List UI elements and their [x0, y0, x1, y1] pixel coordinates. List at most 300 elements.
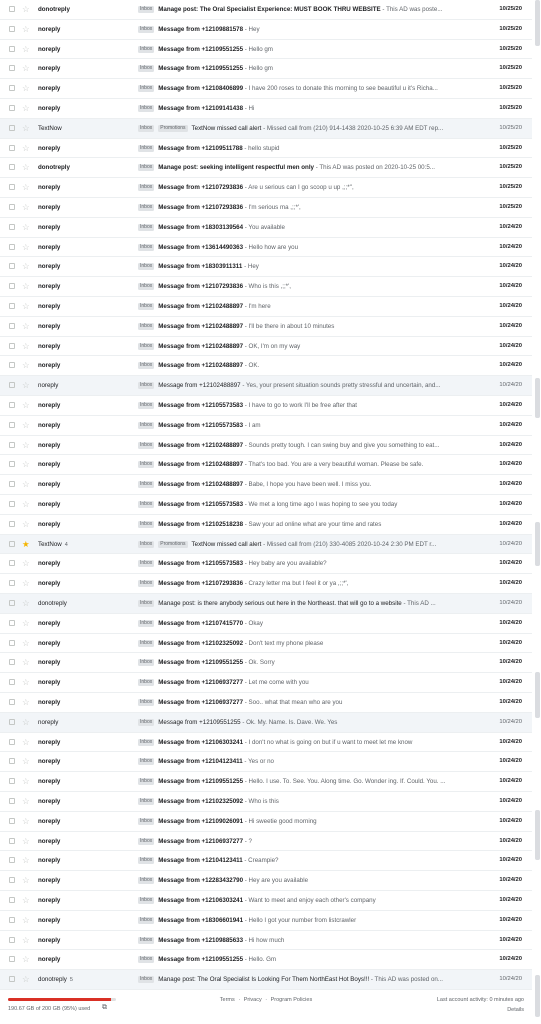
email-row[interactable]: [0, 99, 532, 119]
select-checkbox[interactable]: [9, 6, 15, 12]
email-snippet: - I have to go to work I'll be free after that: [243, 402, 358, 409]
select-checkbox[interactable]: [9, 818, 15, 824]
sender-name: [38, 297, 130, 316]
email-row[interactable]: [0, 832, 532, 852]
message-summary: [138, 59, 478, 78]
star-icon[interactable]: ☆: [22, 162, 30, 173]
sender-label: noreply: [38, 639, 61, 647]
email-row[interactable]: [0, 772, 532, 792]
inbox-label[interactable]: Inbox: [140, 204, 153, 210]
email-row[interactable]: [0, 495, 532, 515]
select-checkbox[interactable]: [9, 917, 15, 923]
email-row[interactable]: [0, 376, 532, 396]
email-date: 10/24/20: [499, 659, 522, 666]
sender-label: noreply: [38, 362, 61, 370]
inbox-label[interactable]: Inbox: [140, 679, 153, 686]
inbox-label[interactable]: Inbox: [140, 25, 153, 32]
message-summary: [138, 515, 478, 534]
inbox-label[interactable]: Inbox: [140, 619, 153, 626]
inbox-label[interactable]: Inbox: [140, 184, 153, 191]
footer: [0, 992, 532, 1024]
star-icon[interactable]: ☆: [22, 479, 30, 490]
email-row[interactable]: [0, 634, 532, 654]
star-icon[interactable]: ☆: [22, 142, 30, 153]
email-subject: Message from +13614490363: [158, 243, 244, 251]
email-row[interactable]: [0, 851, 532, 871]
email-subject: Message from +12106303241: [158, 738, 244, 746]
email-subject: Message from +12102518238: [158, 520, 244, 528]
email-subject: Message from +12106937277: [158, 679, 244, 687]
star-icon[interactable]: ☆: [22, 518, 30, 529]
select-checkbox[interactable]: [9, 620, 15, 626]
select-checkbox[interactable]: [9, 501, 15, 507]
star-icon[interactable]: ☆: [22, 756, 30, 767]
star-icon[interactable]: ☆: [22, 617, 30, 628]
email-snippet: - Hey are you available: [243, 877, 309, 885]
inbox-label[interactable]: Inbox: [140, 105, 153, 111]
email-date: 10/24/20: [499, 857, 522, 864]
star-icon[interactable]: ☆: [22, 499, 30, 509]
email-date: 10/24/20: [499, 936, 522, 943]
sender-name: [38, 99, 130, 118]
privacy-link[interactable]: Privacy: [243, 997, 262, 1003]
select-checkbox[interactable]: [9, 204, 15, 210]
email-subject: Message from +12109881578: [158, 25, 244, 33]
star-icon[interactable]: ☆: [22, 697, 30, 707]
select-checkbox[interactable]: [9, 541, 15, 547]
email-snippet: - Hi: [243, 105, 255, 112]
email-row[interactable]: [0, 653, 532, 673]
inbox-label[interactable]: Inbox: [140, 956, 153, 963]
email-snippet: - Missed call from (210) 330-4085 2020-10-24 2:30 PM EDT r...: [261, 540, 437, 548]
select-checkbox[interactable]: [9, 600, 15, 606]
select-checkbox[interactable]: [9, 976, 15, 982]
email-row[interactable]: [0, 693, 532, 713]
star-icon[interactable]: ☆: [22, 934, 30, 945]
inbox-label[interactable]: Inbox: [140, 124, 153, 131]
star-icon[interactable]: ☆: [22, 340, 30, 351]
star-icon[interactable]: ☆: [22, 598, 30, 608]
star-icon[interactable]: ☆: [22, 320, 30, 331]
message-summary: [138, 218, 478, 237]
star-icon[interactable]: ☆: [22, 875, 30, 886]
star-icon[interactable]: ☆: [22, 103, 30, 113]
separator: ·: [238, 997, 241, 1003]
inbox-label[interactable]: Inbox: [140, 778, 153, 785]
email-row[interactable]: [0, 257, 532, 277]
program-policies-link[interactable]: Program Policies: [270, 997, 313, 1003]
star-icon[interactable]: ☆: [22, 202, 30, 212]
inbox-label[interactable]: Inbox: [140, 342, 153, 349]
star-icon[interactable]: ☆: [22, 637, 30, 648]
sender-name: [38, 574, 130, 593]
sender-name: [38, 198, 130, 217]
inbox-label[interactable]: Inbox: [140, 263, 153, 270]
select-checkbox[interactable]: [9, 362, 15, 368]
inbox-label[interactable]: Inbox: [140, 600, 153, 606]
email-date: 10/25/20: [499, 45, 522, 52]
select-checkbox[interactable]: [9, 244, 15, 250]
email-row[interactable]: [0, 594, 532, 614]
select-checkbox[interactable]: [9, 739, 15, 745]
email-snippet: - I'm serious ma ,;;*',: [243, 204, 301, 211]
select-checkbox[interactable]: [9, 125, 15, 131]
star-icon[interactable]: ☆: [22, 43, 30, 54]
email-row[interactable]: [0, 713, 532, 733]
inbox-label[interactable]: Inbox: [140, 758, 153, 765]
email-row[interactable]: [0, 515, 532, 535]
message-summary: [138, 931, 478, 950]
star-icon[interactable]: ☆: [22, 815, 30, 826]
terms-link[interactable]: Terms: [219, 997, 235, 1003]
email-row[interactable]: [0, 119, 532, 139]
star-icon[interactable]: ☆: [22, 716, 30, 727]
email-row[interactable]: [0, 812, 532, 832]
message-summary: [138, 851, 478, 870]
email-subject: Message from +12107293836: [158, 580, 244, 588]
email-row[interactable]: [0, 436, 532, 456]
star-icon[interactable]: ☆: [22, 657, 30, 668]
select-checkbox[interactable]: [9, 758, 15, 764]
email-snippet: - This AD was posted on...: [369, 976, 443, 984]
star-icon[interactable]: ☆: [22, 459, 30, 470]
sender-name: [38, 277, 130, 296]
star-icon[interactable]: ☆: [22, 855, 30, 866]
message-summary: [138, 950, 478, 969]
inbox-label[interactable]: Inbox: [140, 461, 153, 468]
sender-label: noreply: [38, 738, 61, 746]
inbox-label[interactable]: Inbox: [140, 936, 153, 943]
scrollbar-marker: [535, 522, 540, 566]
star-icon[interactable]: ☆: [22, 241, 30, 252]
select-checkbox[interactable]: [9, 224, 15, 230]
email-row[interactable]: [0, 40, 532, 60]
star-icon[interactable]: ☆: [22, 380, 30, 391]
select-checkbox[interactable]: [9, 184, 15, 190]
star-icon[interactable]: ☆: [22, 301, 30, 311]
sender-label: noreply: [38, 501, 61, 508]
inbox-label[interactable]: Inbox: [140, 897, 153, 903]
star-icon[interactable]: ☆: [22, 23, 30, 34]
email-subject: Message from +12105573583: [158, 501, 244, 508]
email-row[interactable]: [0, 356, 532, 376]
inbox-label[interactable]: Inbox: [140, 837, 153, 844]
email-date: 10/24/20: [499, 501, 522, 507]
inbox-label[interactable]: Inbox: [140, 916, 153, 923]
star-icon[interactable]: ☆: [22, 914, 30, 925]
inbox-label[interactable]: Inbox: [140, 144, 153, 151]
star-icon[interactable]: ☆: [22, 360, 30, 371]
email-row[interactable]: [0, 178, 532, 198]
star-icon[interactable]: ☆: [22, 974, 30, 985]
sender-label: noreply: [38, 817, 61, 825]
star-icon[interactable]: ☆: [22, 776, 30, 787]
star-icon[interactable]: ☆: [22, 895, 30, 905]
select-checkbox[interactable]: [9, 798, 15, 804]
sender-name: [38, 495, 130, 514]
select-checkbox[interactable]: [9, 164, 15, 170]
message-summary: [138, 376, 478, 395]
select-checkbox[interactable]: [9, 65, 15, 71]
email-row[interactable]: [0, 614, 532, 634]
email-row[interactable]: [0, 455, 532, 475]
inbox-label[interactable]: Inbox: [140, 421, 153, 428]
email-subject: Message from +12109885633: [158, 936, 244, 944]
star-icon[interactable]: ☆: [22, 419, 30, 430]
star-icon[interactable]: ☆: [22, 835, 30, 846]
select-checkbox[interactable]: [9, 640, 15, 646]
select-checkbox[interactable]: [9, 303, 15, 309]
email-snippet: - Hello gm: [243, 45, 273, 53]
sender-label: noreply: [38, 204, 61, 211]
select-checkbox[interactable]: [9, 877, 15, 883]
message-summary: [138, 970, 478, 989]
inbox-label[interactable]: Inbox: [140, 303, 153, 309]
select-checkbox[interactable]: [9, 283, 15, 289]
star-icon[interactable]: ☆: [22, 400, 30, 410]
promotions-label[interactable]: Promotions: [160, 540, 186, 547]
email-row[interactable]: [0, 891, 532, 911]
message-summary: [138, 594, 478, 613]
select-checkbox[interactable]: [9, 560, 15, 566]
select-checkbox[interactable]: [9, 897, 15, 903]
email-date: 10/24/20: [499, 243, 522, 250]
select-checkbox[interactable]: [9, 105, 15, 111]
inbox-label[interactable]: Inbox: [140, 639, 153, 646]
star-icon[interactable]: ☆: [22, 261, 30, 272]
select-checkbox[interactable]: [9, 382, 15, 388]
sender-name: [38, 614, 130, 633]
email-row[interactable]: [0, 733, 532, 753]
email-row[interactable]: [0, 535, 532, 555]
star-icon[interactable]: ☆: [22, 182, 30, 193]
inbox-label[interactable]: Inbox: [140, 164, 153, 171]
scrollbar[interactable]: [532, 0, 541, 1024]
inbox-label[interactable]: Inbox: [140, 857, 153, 864]
select-checkbox[interactable]: [9, 26, 15, 32]
sender-label: noreply: [38, 263, 61, 271]
details-link[interactable]: Details: [507, 1007, 524, 1013]
email-snippet: - Saw your ad online what are your time and rates: [243, 520, 382, 528]
inbox-label[interactable]: Inbox: [140, 877, 153, 884]
email-row[interactable]: [0, 158, 532, 178]
scrollbar-thumb[interactable]: [535, 0, 540, 46]
email-row[interactable]: [0, 792, 532, 812]
select-checkbox[interactable]: [9, 580, 15, 586]
email-row[interactable]: [0, 20, 532, 40]
email-subject: Message from +18306601941: [158, 916, 244, 924]
email-subject: Message from +18303139564: [158, 223, 244, 231]
inbox-label[interactable]: Inbox: [140, 45, 153, 52]
select-checkbox[interactable]: [9, 442, 15, 448]
select-checkbox[interactable]: [9, 838, 15, 844]
sender-label: noreply: [38, 619, 61, 627]
inbox-label[interactable]: Inbox: [140, 441, 153, 448]
star-icon[interactable]: ☆: [22, 578, 30, 589]
inbox-label[interactable]: Inbox: [140, 798, 153, 804]
star-icon[interactable]: ☆: [22, 677, 30, 688]
email-date: 10/24/20: [499, 322, 522, 329]
select-checkbox[interactable]: [9, 422, 15, 428]
sender-name: [38, 535, 130, 555]
email-row[interactable]: [0, 931, 532, 951]
inbox-label[interactable]: Inbox: [140, 283, 153, 290]
select-checkbox[interactable]: [9, 659, 15, 665]
inbox-label[interactable]: Inbox: [140, 540, 153, 547]
email-row[interactable]: [0, 475, 532, 495]
email-subject: Message from +12102488897: [158, 322, 244, 330]
sender-name: [38, 752, 130, 771]
email-row[interactable]: [0, 277, 532, 297]
select-checkbox[interactable]: [9, 937, 15, 943]
inbox-label[interactable]: Inbox: [140, 65, 153, 72]
inbox-label[interactable]: Inbox: [140, 6, 153, 12]
inbox-label[interactable]: Inbox: [140, 481, 153, 488]
select-checkbox[interactable]: [9, 857, 15, 863]
email-row[interactable]: [0, 139, 532, 159]
inbox-label[interactable]: Inbox: [140, 560, 153, 567]
select-checkbox[interactable]: [9, 46, 15, 52]
select-checkbox[interactable]: [9, 481, 15, 487]
sender-label: noreply: [38, 441, 61, 449]
message-summary: [138, 535, 478, 554]
inbox-label[interactable]: Inbox: [140, 718, 153, 725]
email-snippet: - Don't text my phone please: [243, 639, 324, 647]
message-summary: [138, 733, 478, 752]
select-checkbox[interactable]: [9, 343, 15, 349]
promotions-label[interactable]: Promotions: [160, 124, 186, 131]
email-row[interactable]: [0, 416, 532, 436]
message-summary: [138, 79, 478, 98]
sender-name: [38, 931, 130, 950]
select-checkbox[interactable]: [9, 699, 15, 705]
email-row[interactable]: [0, 59, 532, 79]
email-snippet: - Hello gm: [243, 65, 273, 73]
email-date: 10/24/20: [499, 798, 522, 804]
email-snippet: - Who is this: [243, 798, 279, 805]
email-row[interactable]: [0, 871, 532, 891]
star-icon[interactable]: ☆: [22, 954, 30, 965]
email-subject: Message from +12106937277: [158, 837, 244, 845]
select-checkbox[interactable]: [9, 323, 15, 329]
inbox-label[interactable]: Inbox: [140, 520, 153, 527]
email-row[interactable]: [0, 673, 532, 693]
sender-name: [38, 119, 130, 138]
sender-label: noreply: [38, 461, 61, 469]
message-summary: [138, 356, 478, 375]
email-row[interactable]: [0, 317, 532, 337]
thread-count: 4: [64, 541, 68, 548]
message-summary: [138, 891, 478, 910]
star-icon[interactable]: ☆: [22, 83, 30, 94]
email-date: 10/24/20: [499, 421, 522, 428]
email-snippet: - OK.: [243, 362, 260, 370]
star-icon[interactable]: ☆: [22, 736, 30, 747]
email-row[interactable]: [0, 297, 532, 317]
inbox-label[interactable]: Inbox: [140, 817, 153, 824]
inbox-label[interactable]: Inbox: [140, 699, 153, 705]
select-checkbox[interactable]: [9, 521, 15, 527]
email-row[interactable]: [0, 238, 532, 258]
sender-name: [38, 554, 130, 573]
select-checkbox[interactable]: [9, 461, 15, 467]
email-subject: Message from +12105573583: [158, 421, 244, 429]
sender-label: donotreply: [38, 6, 70, 13]
sender-name: [38, 515, 130, 534]
inbox-label[interactable]: Inbox: [140, 223, 153, 230]
email-row[interactable]: [0, 752, 532, 772]
inbox-label[interactable]: Inbox: [140, 580, 153, 587]
inbox-label[interactable]: Inbox: [140, 738, 153, 745]
email-row[interactable]: [0, 554, 532, 574]
star-icon[interactable]: ☆: [22, 439, 30, 450]
sender-label: noreply: [38, 580, 61, 588]
star-icon[interactable]: ☆: [22, 63, 30, 74]
star-icon[interactable]: ☆: [22, 558, 30, 569]
select-checkbox[interactable]: [9, 679, 15, 685]
select-checkbox[interactable]: [9, 719, 15, 725]
email-row[interactable]: [0, 218, 532, 238]
star-icon[interactable]: ★: [22, 538, 30, 549]
inbox-label[interactable]: Inbox: [140, 362, 153, 369]
star-icon[interactable]: ☆: [22, 221, 30, 232]
message-summary: [138, 713, 478, 732]
email-date: 10/24/20: [499, 402, 522, 408]
inbox-label[interactable]: Inbox: [140, 322, 153, 329]
inbox-label[interactable]: Inbox: [140, 976, 153, 983]
star-icon[interactable]: ☆: [22, 796, 30, 806]
email-row[interactable]: [0, 574, 532, 594]
sender-label: noreply: [38, 105, 61, 112]
sender-label: TextNow: [38, 124, 62, 132]
star-icon[interactable]: ☆: [22, 122, 30, 133]
email-row[interactable]: [0, 396, 532, 416]
sender-label: noreply: [38, 481, 61, 489]
email-subject: Message from +12102488897: [158, 461, 244, 469]
select-checkbox[interactable]: [9, 956, 15, 962]
email-row[interactable]: [0, 79, 532, 99]
email-row[interactable]: [0, 0, 532, 20]
inbox-label[interactable]: Inbox: [140, 382, 153, 389]
star-icon[interactable]: ☆: [22, 4, 30, 14]
sender-label: noreply: [38, 223, 61, 231]
sender-label: noreply: [38, 184, 61, 192]
email-row[interactable]: [0, 911, 532, 931]
email-subject: Message from +12109141438: [158, 105, 244, 112]
email-subject: Message from +12102488897: [158, 382, 241, 390]
open-in-new-icon[interactable]: ⧉: [102, 1004, 107, 1011]
inbox-label[interactable]: Inbox: [140, 85, 153, 92]
inbox-label[interactable]: Inbox: [140, 501, 153, 507]
select-checkbox[interactable]: [9, 402, 15, 408]
inbox-label[interactable]: Inbox: [140, 659, 153, 666]
email-row[interactable]: [0, 970, 532, 990]
select-checkbox[interactable]: [9, 778, 15, 784]
email-subject: Manage post: The Oral Specialist Is Looking For Them NorthEast Hot Boys!!!: [158, 976, 370, 984]
sender-name: [38, 218, 130, 237]
sender-name: [38, 634, 130, 653]
email-snippet: - I'm here: [243, 303, 271, 310]
select-checkbox[interactable]: [9, 145, 15, 151]
email-row[interactable]: [0, 198, 532, 218]
inbox-label[interactable]: Inbox: [140, 243, 153, 250]
select-checkbox[interactable]: [9, 85, 15, 91]
email-row[interactable]: [0, 950, 532, 970]
select-checkbox[interactable]: [9, 263, 15, 269]
email-row[interactable]: [0, 337, 532, 357]
inbox-label[interactable]: Inbox: [140, 402, 153, 408]
star-icon[interactable]: ☆: [22, 281, 30, 292]
